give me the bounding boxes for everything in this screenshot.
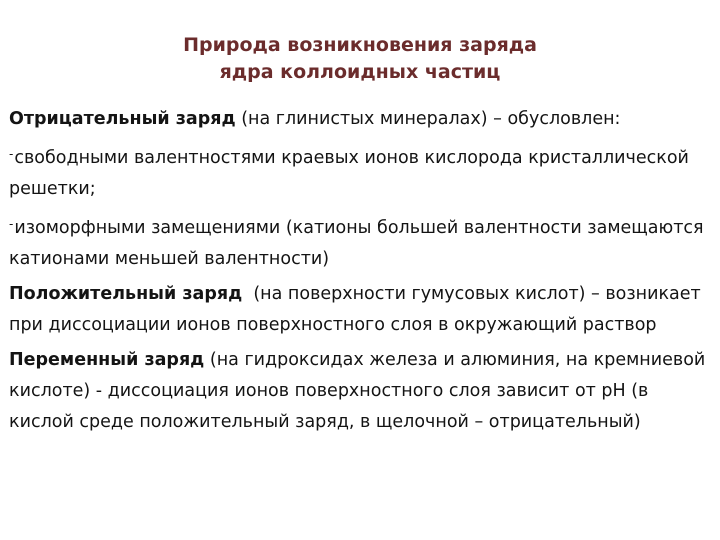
- negative-charge-heading: Отрицательный заряд: [9, 109, 236, 129]
- slide-title-line-1: Природа возникновения заряда: [183, 34, 537, 56]
- bullet-marker: -: [9, 147, 14, 161]
- variable-charge-paragraph: [9, 345, 709, 438]
- bullet-text: изоморфными замещениями (катионы большей валентности замещаются катионами меньшей валентности): [9, 218, 704, 269]
- slide-title: [0, 32, 720, 86]
- variable-charge-heading: Переменный заряд: [9, 350, 205, 370]
- variable-charge-text: (на гидроксидах железа и алюминия, на кремниевой кислоте) - диссоциация ионов поверхностного слоя зависит от рН (в кислой среде положительный заряд, в щелочной – отрицательный): [9, 350, 706, 432]
- bullet-text: свободными валентностями краевых ионов кислорода кристаллической решетки;: [9, 148, 689, 199]
- positive-charge-paragraph: [9, 279, 709, 341]
- bullet-item-2: [9, 209, 709, 275]
- slide-title-line-2: ядра коллоидных частиц: [219, 61, 501, 83]
- negative-charge-paragraph: [9, 104, 709, 135]
- positive-charge-text: (на поверхности гумусовых кислот) – возникает при диссоциации ионов поверхностного слоя в окружающий раствор: [9, 284, 707, 335]
- negative-charge-text: (на глинистых минералах) – обусловлен:: [235, 109, 621, 129]
- positive-charge-heading: Положительный заряд: [9, 284, 243, 304]
- bullet-item-1: [9, 139, 709, 205]
- bullet-marker: -: [9, 217, 14, 231]
- slide-body: [9, 104, 709, 438]
